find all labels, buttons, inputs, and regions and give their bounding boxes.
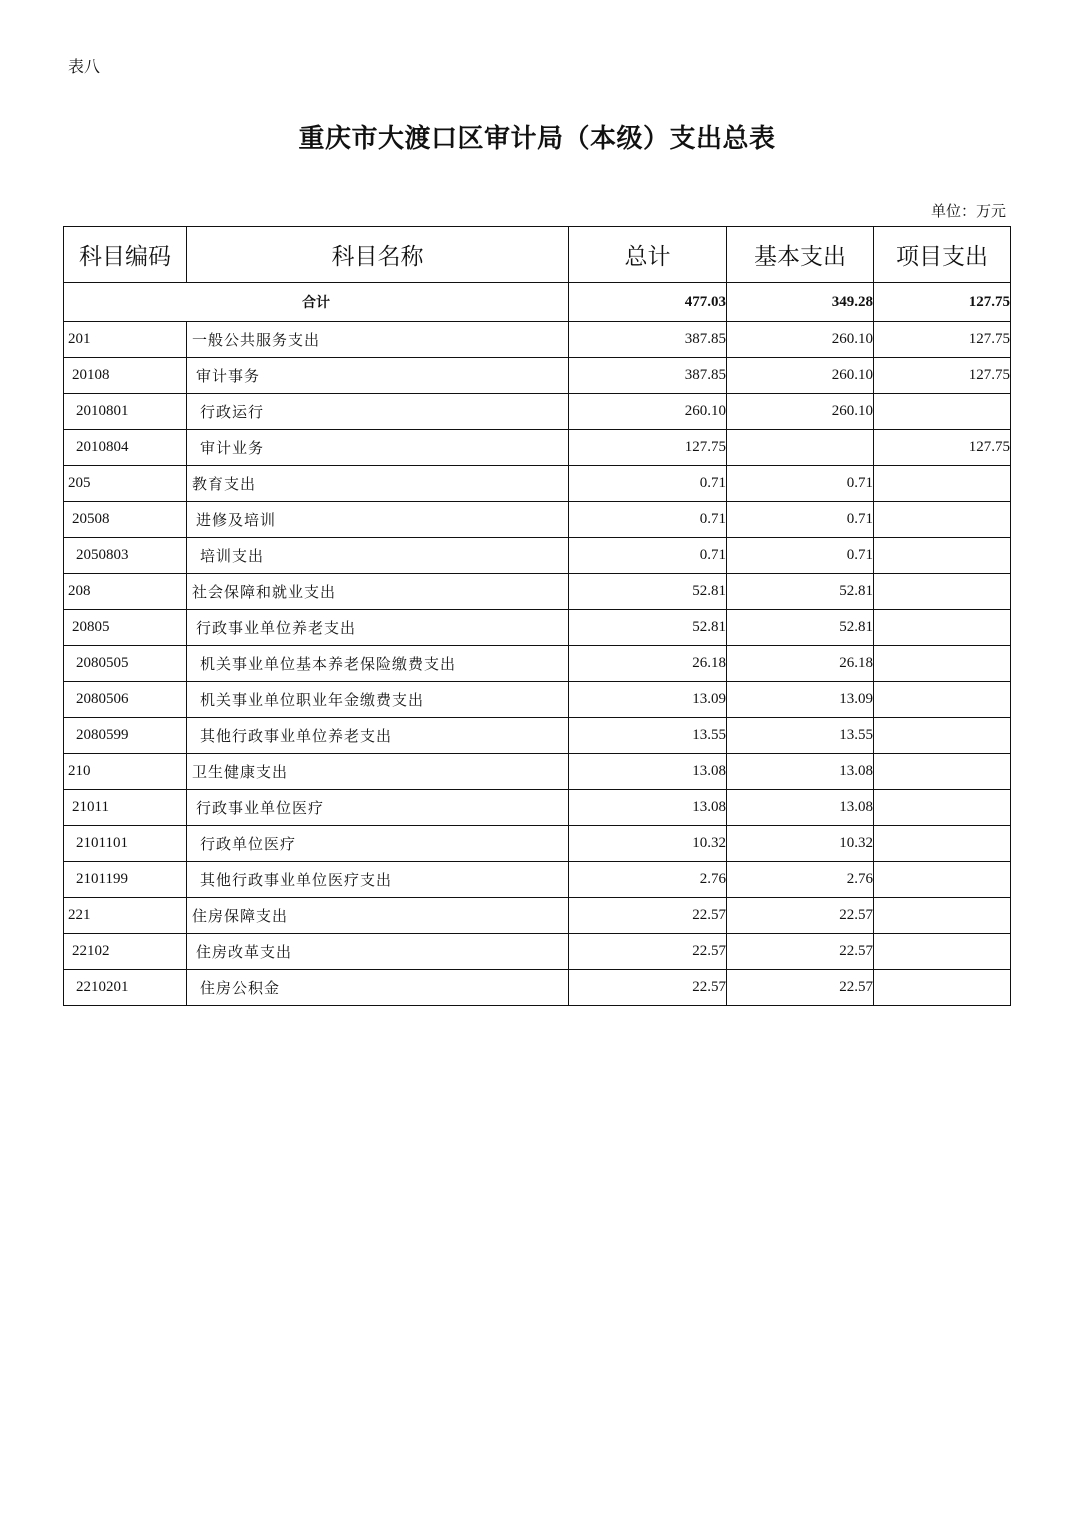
table-row <box>64 934 1011 970</box>
row-basic: 260.10 <box>727 322 874 358</box>
row-total: 22.57 <box>569 934 727 970</box>
table-row <box>64 610 1011 646</box>
row-basic: 26.18 <box>727 646 874 682</box>
table-row <box>64 826 1011 862</box>
table-row <box>64 466 1011 502</box>
row-name: 审计业务 <box>187 430 569 466</box>
row-total: 127.75 <box>569 430 727 466</box>
row-name: 卫生健康支出 <box>187 754 569 790</box>
row-basic: 10.32 <box>727 826 874 862</box>
row-code: 2010804 <box>64 430 187 466</box>
row-code: 201 <box>64 322 187 358</box>
row-project <box>874 394 1011 430</box>
expenditure-table <box>63 226 1011 1006</box>
row-name: 行政事业单位医疗 <box>187 790 569 826</box>
table-row <box>64 718 1011 754</box>
row-total: 10.32 <box>569 826 727 862</box>
row-project <box>874 970 1011 1006</box>
row-project <box>874 646 1011 682</box>
row-code: 2210201 <box>64 970 187 1006</box>
row-name: 审计事务 <box>187 358 569 394</box>
row-total: 0.71 <box>569 502 727 538</box>
table-row <box>64 790 1011 826</box>
row-project <box>874 610 1011 646</box>
row-name: 机关事业单位职业年金缴费支出 <box>187 682 569 718</box>
row-basic: 22.57 <box>727 970 874 1006</box>
table-row <box>64 646 1011 682</box>
row-name: 社会保障和就业支出 <box>187 574 569 610</box>
row-basic: 13.08 <box>727 754 874 790</box>
total-basic: 349.28 <box>727 283 874 322</box>
table-row <box>64 358 1011 394</box>
total-total: 477.03 <box>569 283 727 322</box>
row-name: 住房改革支出 <box>187 934 569 970</box>
row-name: 培训支出 <box>187 538 569 574</box>
row-total: 13.55 <box>569 718 727 754</box>
row-basic: 2.76 <box>727 862 874 898</box>
row-code: 208 <box>64 574 187 610</box>
row-code: 2101199 <box>64 862 187 898</box>
row-basic: 260.10 <box>727 358 874 394</box>
header-basic: 基本支出 <box>727 227 874 283</box>
row-code: 2010801 <box>64 394 187 430</box>
row-total: 260.10 <box>569 394 727 430</box>
row-total: 0.71 <box>569 538 727 574</box>
row-name: 其他行政事业单位医疗支出 <box>187 862 569 898</box>
page-title: 重庆市大渡口区审计局（本级）支出总表 <box>298 124 776 154</box>
row-project <box>874 754 1011 790</box>
row-name: 住房保障支出 <box>187 898 569 934</box>
row-total: 52.81 <box>569 574 727 610</box>
row-project <box>874 682 1011 718</box>
row-basic: 0.71 <box>727 538 874 574</box>
header-project: 项目支出 <box>874 227 1011 283</box>
row-project <box>874 718 1011 754</box>
total-row <box>64 283 1011 322</box>
row-code: 2050803 <box>64 538 187 574</box>
row-total: 0.71 <box>569 466 727 502</box>
row-total: 2.76 <box>569 862 727 898</box>
table-row <box>64 862 1011 898</box>
table-row <box>64 898 1011 934</box>
row-total: 13.08 <box>569 790 727 826</box>
row-project <box>874 502 1011 538</box>
table-row <box>64 502 1011 538</box>
row-code: 2080506 <box>64 682 187 718</box>
row-basic: 22.57 <box>727 898 874 934</box>
row-name: 行政单位医疗 <box>187 826 569 862</box>
row-project <box>874 574 1011 610</box>
row-total: 387.85 <box>569 322 727 358</box>
row-name: 行政事业单位养老支出 <box>187 610 569 646</box>
row-name: 进修及培训 <box>187 502 569 538</box>
row-code: 221 <box>64 898 187 934</box>
row-project <box>874 862 1011 898</box>
header-code: 科目编码 <box>64 227 187 283</box>
row-project: 127.75 <box>874 322 1011 358</box>
table-row <box>64 754 1011 790</box>
row-code: 22102 <box>64 934 187 970</box>
row-basic: 0.71 <box>727 466 874 502</box>
row-code: 20805 <box>64 610 187 646</box>
total-project: 127.75 <box>874 283 1011 322</box>
row-project <box>874 538 1011 574</box>
row-code: 205 <box>64 466 187 502</box>
row-name: 机关事业单位基本养老保险缴费支出 <box>187 646 569 682</box>
row-code: 20108 <box>64 358 187 394</box>
table-row <box>64 574 1011 610</box>
header-row <box>64 227 1011 283</box>
row-code: 21011 <box>64 790 187 826</box>
row-project <box>874 934 1011 970</box>
row-total: 22.57 <box>569 970 727 1006</box>
row-basic: 13.08 <box>727 790 874 826</box>
row-name: 一般公共服务支出 <box>187 322 569 358</box>
total-label: 合计 <box>64 283 569 322</box>
row-total: 13.08 <box>569 754 727 790</box>
row-name: 教育支出 <box>187 466 569 502</box>
row-name: 住房公积金 <box>187 970 569 1006</box>
header-name: 科目名称 <box>187 227 569 283</box>
table-row <box>64 394 1011 430</box>
row-basic: 52.81 <box>727 574 874 610</box>
row-project <box>874 826 1011 862</box>
row-code: 210 <box>64 754 187 790</box>
row-name: 行政运行 <box>187 394 569 430</box>
unit-label: 单位：万元 <box>930 202 1006 220</box>
row-code: 2101101 <box>64 826 187 862</box>
row-basic: 13.09 <box>727 682 874 718</box>
row-basic: 52.81 <box>727 610 874 646</box>
row-code: 2080505 <box>64 646 187 682</box>
table-row <box>64 538 1011 574</box>
table-row <box>64 430 1011 466</box>
row-basic: 22.57 <box>727 934 874 970</box>
row-project: 127.75 <box>874 430 1011 466</box>
row-project <box>874 466 1011 502</box>
row-name: 其他行政事业单位养老支出 <box>187 718 569 754</box>
row-code: 2080599 <box>64 718 187 754</box>
row-project: 127.75 <box>874 358 1011 394</box>
row-basic: 13.55 <box>727 718 874 754</box>
row-basic: 0.71 <box>727 502 874 538</box>
header-total: 总计 <box>569 227 727 283</box>
table-row <box>64 322 1011 358</box>
row-total: 52.81 <box>569 610 727 646</box>
row-basic <box>727 430 874 466</box>
table-number: 表八 <box>68 57 101 76</box>
row-basic: 260.10 <box>727 394 874 430</box>
row-code: 20508 <box>64 502 187 538</box>
row-project <box>874 898 1011 934</box>
table-row <box>64 682 1011 718</box>
table-row <box>64 970 1011 1006</box>
row-project <box>874 790 1011 826</box>
row-total: 13.09 <box>569 682 727 718</box>
row-total: 387.85 <box>569 358 727 394</box>
row-total: 22.57 <box>569 898 727 934</box>
row-total: 26.18 <box>569 646 727 682</box>
